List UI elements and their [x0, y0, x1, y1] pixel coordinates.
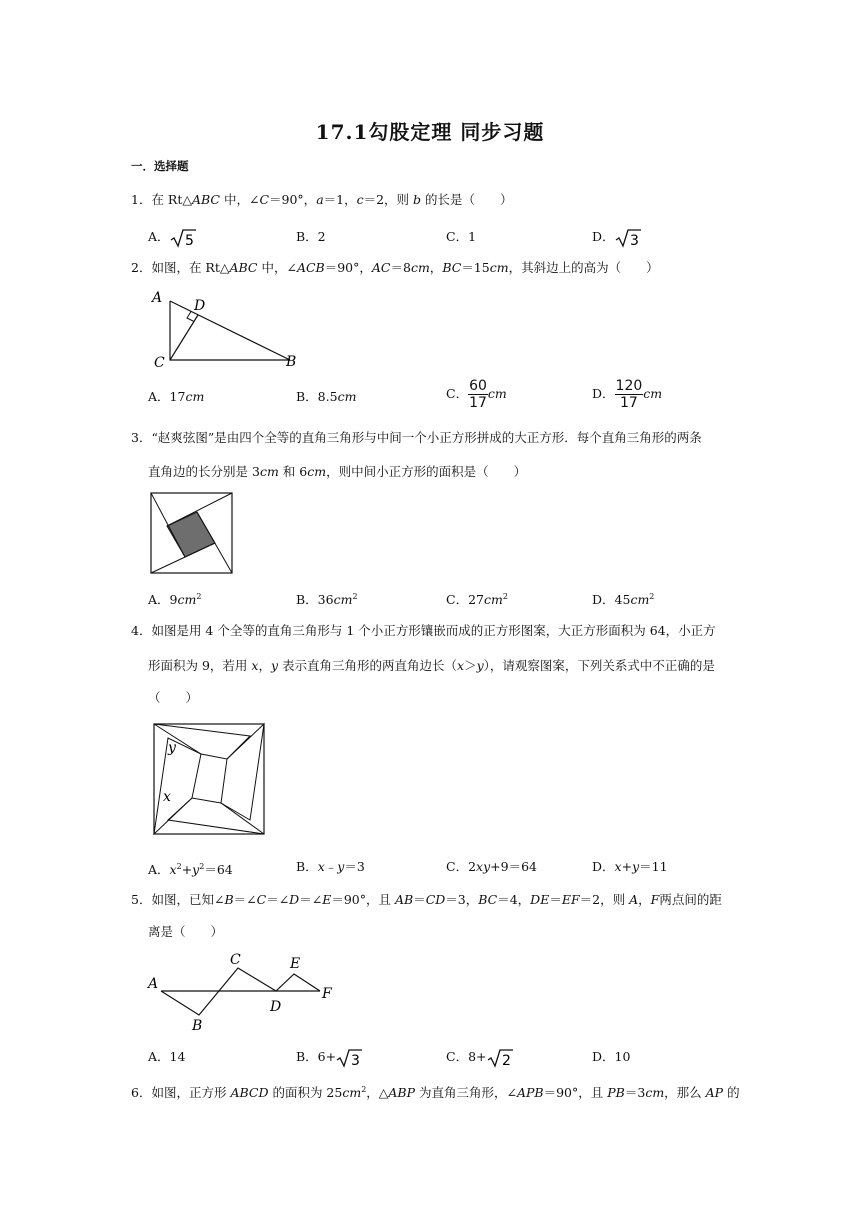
q3-option-a: A．$9cm^2$ — [148, 592, 202, 608]
question-6-line-1: 6．如图，正方形 ABCD 的面积为 $25cm^2$，△ABP 为直角三角形，∠APB＝90°，且 PB＝3cm，那么 AP 的 — [131, 1085, 740, 1101]
q5-b-radicand: 3 — [351, 1052, 361, 1068]
q4-option-d: D．x+y＝11 — [592, 859, 668, 874]
q1-option-a: A． 5 — [148, 227, 196, 248]
q5-option-b: B．6+ 3 — [296, 1047, 362, 1068]
q2-label-d: D — [194, 298, 206, 314]
q1-option-b: B．2 — [296, 229, 326, 244]
q5-label-d: D — [270, 999, 282, 1015]
q2-label-a: A — [152, 290, 163, 306]
q2-option-c: C． $\frac{60}{17}$ cm — [446, 378, 507, 411]
q5-label-f: F — [322, 986, 332, 1002]
q4-label-y: y — [168, 740, 176, 756]
question-3-line-2: 直角边的长分别是 3cm 和 6cm，则中间小正方形的面积是（ ） — [148, 464, 527, 479]
sqrt-icon — [487, 1048, 513, 1068]
q2-d-fraction: $\frac{120}{17}$ — [615, 378, 643, 411]
q1-a-radicand: 5 — [184, 232, 194, 248]
q1-option-c: C．1 — [446, 229, 477, 244]
q5-label-b: B — [192, 1018, 203, 1034]
q3-option-b: B．$36cm^2$ — [296, 592, 358, 608]
question-4-line-3: （ ） — [148, 690, 199, 705]
question-3-line-1: 3．“赵爽弦图”是由四个全等的直角三角形与中间一个小正方形拼成的大正方形．每个直角三角形的两条 — [131, 430, 702, 445]
q5-figure-zigzag — [144, 948, 340, 1034]
q4-figure-square-pattern — [152, 722, 266, 836]
question-4-line-2: 形面积为 9，若用 x，y 表示直角三角形的两直角边长（x＞y），请观察图案，下列关系式中不正确的是 — [148, 658, 715, 673]
q5-label-e: E — [290, 956, 301, 972]
question-4-line-1: 4．如图是用 4 个全等的直角三角形与 1 个小正方形镶嵌而成的正方形图案，大正方形面积为 64，小正方 — [131, 623, 716, 638]
q2-label-b: B — [286, 354, 297, 370]
q5-option-c: C．8+ 2 — [446, 1047, 513, 1068]
q2-option-b: B．8.5cm — [296, 389, 357, 404]
q5-option-a: A．14 — [148, 1049, 186, 1064]
q3-figure-zhao-shuang-diagram — [150, 492, 234, 574]
q5-c-radicand: 2 — [501, 1052, 511, 1068]
q2-option-a: A．17cm — [148, 389, 205, 404]
sqrt-icon — [336, 1048, 362, 1068]
q5-label-a: A — [148, 976, 159, 992]
q3-option-c: C．$27cm^2$ — [446, 592, 508, 608]
question-2: 2．如图，在 Rt△ABC 中，∠ACB＝90°，AC＝8cm，BC＝15cm，其斜边上的高为（ ） — [131, 260, 659, 275]
q4-option-c: C．2xy+9＝64 — [446, 859, 537, 874]
q5-option-d: D．10 — [592, 1049, 631, 1064]
q4-label-x: x — [163, 789, 171, 805]
sqrt-icon — [615, 228, 641, 248]
q4-option-b: B．x﹣y＝3 — [296, 859, 365, 874]
q3-option-d: D．$45cm^2$ — [592, 592, 655, 608]
q5-label-c: C — [230, 952, 241, 968]
q4-option-a: A．$x^2+y^2=64$ — [148, 862, 233, 878]
question-1: 1．在 Rt△ABC 中，∠C＝90°，a＝1，c＝2，则 b 的长是（ ） — [131, 192, 513, 207]
section-heading: 一．选择题 — [131, 159, 189, 173]
q2-figure-right-triangle — [146, 288, 306, 372]
q1-option-d: D． 3 — [592, 227, 641, 248]
q2-c-fraction: $\frac{60}{17}$ — [469, 378, 487, 411]
q2-option-d: D． $\frac{120}{17}$ cm — [592, 378, 663, 411]
question-5-line-2: 离是（ ） — [148, 924, 224, 939]
question-5-line-1: 5．如图，已知∠B＝∠C＝∠D＝∠E＝90°，且 AB＝CD＝3，BC＝4，DE＝EF＝2，则 A，F两点间的距 — [131, 892, 722, 907]
q1-d-radicand: 3 — [629, 232, 639, 248]
q2-label-c: C — [154, 355, 165, 371]
page-title: 17.1勾股定理 同步习题 — [315, 120, 545, 144]
sqrt-icon — [170, 228, 196, 248]
